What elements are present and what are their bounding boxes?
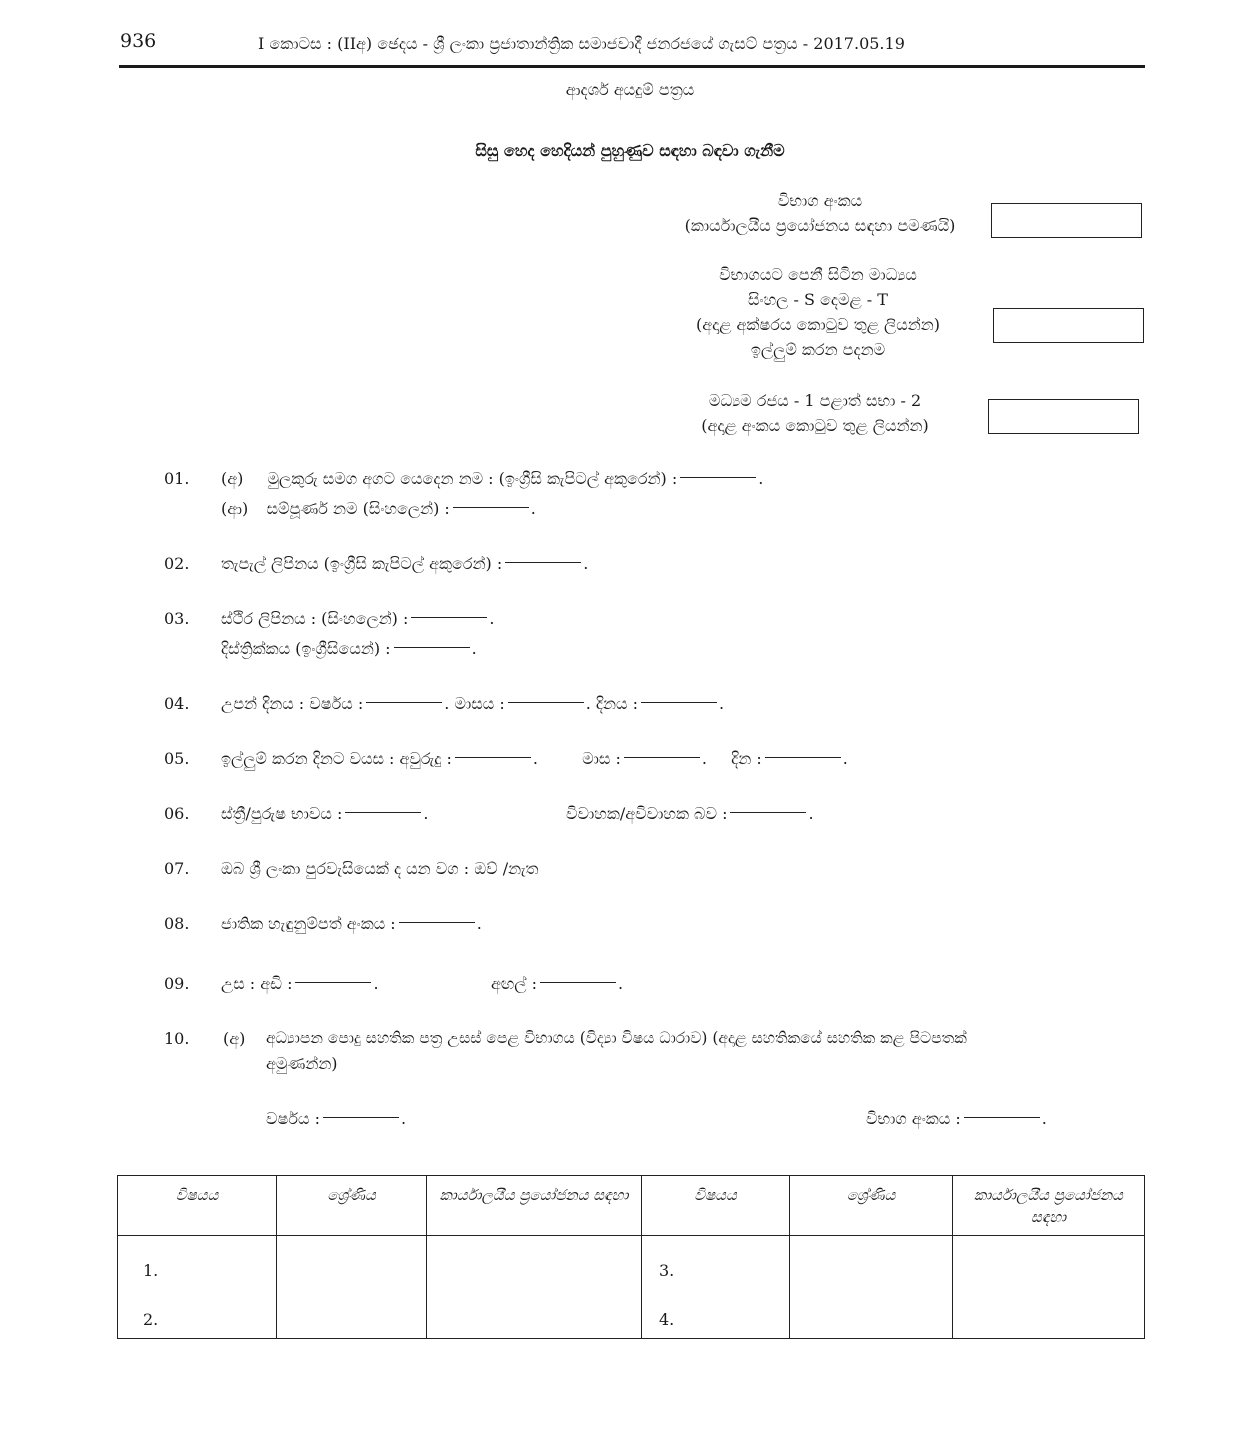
item-03b: දිස්ත්‍රික්කය (ඉංග්‍රීසියෙන්) : . [221,639,477,658]
birth-day-label: දිනය : [595,694,638,713]
district-label: දිස්ත්‍රික්කය (ඉංග්‍රීසියෙන්) : [221,639,391,658]
item-01b-label: සම්පූර්ණ නම (සිංහලෙන්) : [266,499,450,518]
postal-address-field[interactable] [505,561,581,563]
medium-note: (අදාළ අක්ෂරය කොටුව තුළ ලියන්න) [696,315,940,334]
item-10-number: 10. [164,1029,190,1048]
item-03a: ස්ථිර ලිපිනය : (සිංහලෙන්) : . [221,609,495,628]
age-days-label: දින : [731,749,762,768]
grade-cell-1[interactable] [277,1236,427,1339]
header-rule [119,65,1145,68]
al-year: වර්ෂය : . [266,1109,407,1128]
item-08: ජාතික හැඳුනුම්පත් අංකය : . [221,914,482,933]
age-days-field[interactable] [765,756,841,758]
subject-cell-2[interactable] [642,1236,790,1339]
item-02: තැපැල් ලිපිනය (ඉංග්‍රීසි කැපිටල් අකුරෙන්) : . [221,554,589,573]
form-subtitle: සිසු හෙද හෙදියන් පුහුණුව සඳහා බඳවා ගැනීම [475,141,785,160]
item-01b-mark: (ආ) [221,499,249,518]
position-label: ඉල්ලුම් කරන පදනම [750,340,886,359]
province-block [630,388,1000,438]
row-number-1: 1. [143,1261,159,1280]
item-10a-text-line2: අමුණන්න) [266,1054,338,1073]
medium-box[interactable] [993,308,1144,343]
province-box[interactable] [988,399,1139,434]
item-10a-text-line1: අධ්‍යාපන පොදු සහතික පත්‍ර උසස් පෙළ විභාගය (විද්‍යා විෂය ධාරාව) (අදාළ සහතිකයේ සහතික කළ පිටපතක් [266,1029,967,1047]
marital-status-field[interactable] [730,811,806,813]
height-feet-field[interactable] [295,981,371,983]
height-inches-field[interactable] [540,981,616,983]
birth-month-field[interactable] [508,701,584,703]
al-exam-number-field[interactable] [964,1116,1040,1118]
results-table-header [118,1176,1145,1236]
permanent-address-field[interactable] [411,616,487,618]
birth-year-field[interactable] [366,701,442,703]
al-year-label: වර්ෂය : [266,1109,320,1128]
birth-year-label: උපන් දිනය : වර්ෂය : [221,694,364,713]
exam-number-box[interactable] [991,203,1142,238]
item-09b: අඟල් : . [491,974,624,993]
birth-day-field[interactable] [641,701,717,703]
header-grade-1: ශ්‍රේණිය [277,1176,427,1236]
exam-number-label: විභාග අංකය [777,191,863,210]
form-title: ආදර්ශ අයදුම් පත්‍රය [565,80,695,99]
citizenship-question: ඔබ ශ්‍රී ලංකා පුරවැසියෙක් ද යන වග : ඔව් /නැත [221,859,539,878]
item-10a-mark: (අ) [223,1029,246,1048]
item-05: ඉල්ලුම් කරන දිනට වයස : අවුරුදු : . මාස : . දින : . [221,749,848,768]
initials-name-field[interactable] [680,476,756,478]
exam-number-note: (කාර්යාලයීය ප්‍රයෝජනය සඳහා පමණයි) [684,216,956,235]
header-subject-1: විෂයය [118,1176,277,1236]
medium-block [638,262,998,362]
gender-label: ස්ත්‍රී/පුරුෂ භාවය : [221,804,343,823]
subject-cell-1[interactable] [118,1236,277,1339]
nic-number-field[interactable] [399,921,475,923]
province-label: මධ්‍යම රජය - 1 පළාත් සභා - 2 [708,391,922,410]
item-06-number: 06. [164,804,190,823]
full-name-field[interactable] [453,506,529,508]
item-01a-label: මුලකුරු සමග අගට යෙදෙන නම : (ඉංග්‍රීසි කැපිටල් අකුරෙන්) : [267,469,678,488]
age-months-field[interactable] [624,756,700,758]
height-inches-label: අඟල් : [491,974,537,993]
item-08-number: 08. [164,914,190,933]
page-number: 936 [120,30,157,52]
item-09a: උස : අඩි : . [221,974,379,993]
item-01a-mark: (අ) [221,469,244,488]
exam-number-block [640,188,1000,238]
header-subject-2: විෂයය [642,1176,790,1236]
item-01b: (ආ) සම්පූර්ණ නම (සිංහලෙන්) : . [221,499,536,518]
item-04: උපන් දිනය : වර්ෂය : . මාසය : . දිනය : . [221,694,725,713]
grade-cell-2[interactable] [790,1236,953,1339]
marital-status-label: විවාහක/අවිවාහක බව : [566,804,728,823]
header-grade-2: ශ්‍රේණිය [790,1176,953,1236]
item-02-label: තැපැල් ලිපිනය (ඉංග්‍රීසි කැපිටල් අකුරෙන්) : [221,554,503,573]
row-number-3: 3. [659,1261,675,1280]
age-years-label: ඉල්ලුම් කරන දිනට වයස : අවුරුදු : [221,749,452,768]
office-use-cell-2[interactable] [953,1236,1145,1339]
item-01a: (අ) මුලකුරු සමග අගට යෙදෙන නම : (ඉංග්‍රීසි කැපිටල් අකුරෙන්) : . [221,469,764,488]
item-03-number: 03. [164,609,190,628]
birth-month-label: මාසය : [454,694,505,713]
header-office-use-1: කාර්යාලයීය ප්‍රයෝජනය සඳහා [427,1176,642,1236]
nic-label: ජාතික හැඳුනුම්පත් අංකය : [221,914,396,933]
district-field[interactable] [394,646,470,648]
results-table [117,1175,1145,1339]
item-03-label: ස්ථිර ලිපිනය : (සිංහලෙන්) : [221,609,409,628]
medium-label: විභාගයට පෙනී සිටින මාධ්‍යය [719,265,917,284]
age-years-field[interactable] [455,756,531,758]
item-05-number: 05. [164,749,190,768]
item-07-number: 07. [164,859,190,878]
al-exam-number: විභාග අංකය : . [866,1109,1047,1128]
header-office-use-2: කාර්යාලයීය ප්‍රයෝජනය සඳහා [953,1176,1145,1236]
results-table-body [118,1236,1145,1339]
item-02-number: 02. [164,554,190,573]
row-number-2: 2. [143,1310,159,1329]
item-06b: විවාහක/අවිවාහක බව : . [566,804,814,823]
item-01-number: 01. [164,469,190,488]
office-use-cell-1[interactable] [427,1236,642,1339]
al-exam-number-label: විභාග අංකය : [866,1109,961,1128]
gazette-running-title: I කොටස : (IIඅ) ඡෙදය - ශ්‍රී ලංකා ප්‍රජාතාන්ත්‍රික සමාජවාදී ජනරජයේ ගැසට් පත්‍රය - 2017.05.19 [258,34,905,53]
item-04-number: 04. [164,694,190,713]
medium-options: සිංහල - S දෙමළ - T [748,290,888,309]
height-feet-label: උස : අඩි : [221,974,293,993]
row-number-4: 4. [659,1310,675,1329]
age-months-label: මාස : [582,749,621,768]
item-06a: ස්ත්‍රී/පුරුෂ භාවය : . [221,804,429,823]
al-year-field[interactable] [323,1116,399,1118]
gender-field[interactable] [345,811,421,813]
province-note: (අදාළ අංකය කොටුව තුළ ලියන්න) [701,416,929,435]
item-09-number: 09. [164,974,190,993]
